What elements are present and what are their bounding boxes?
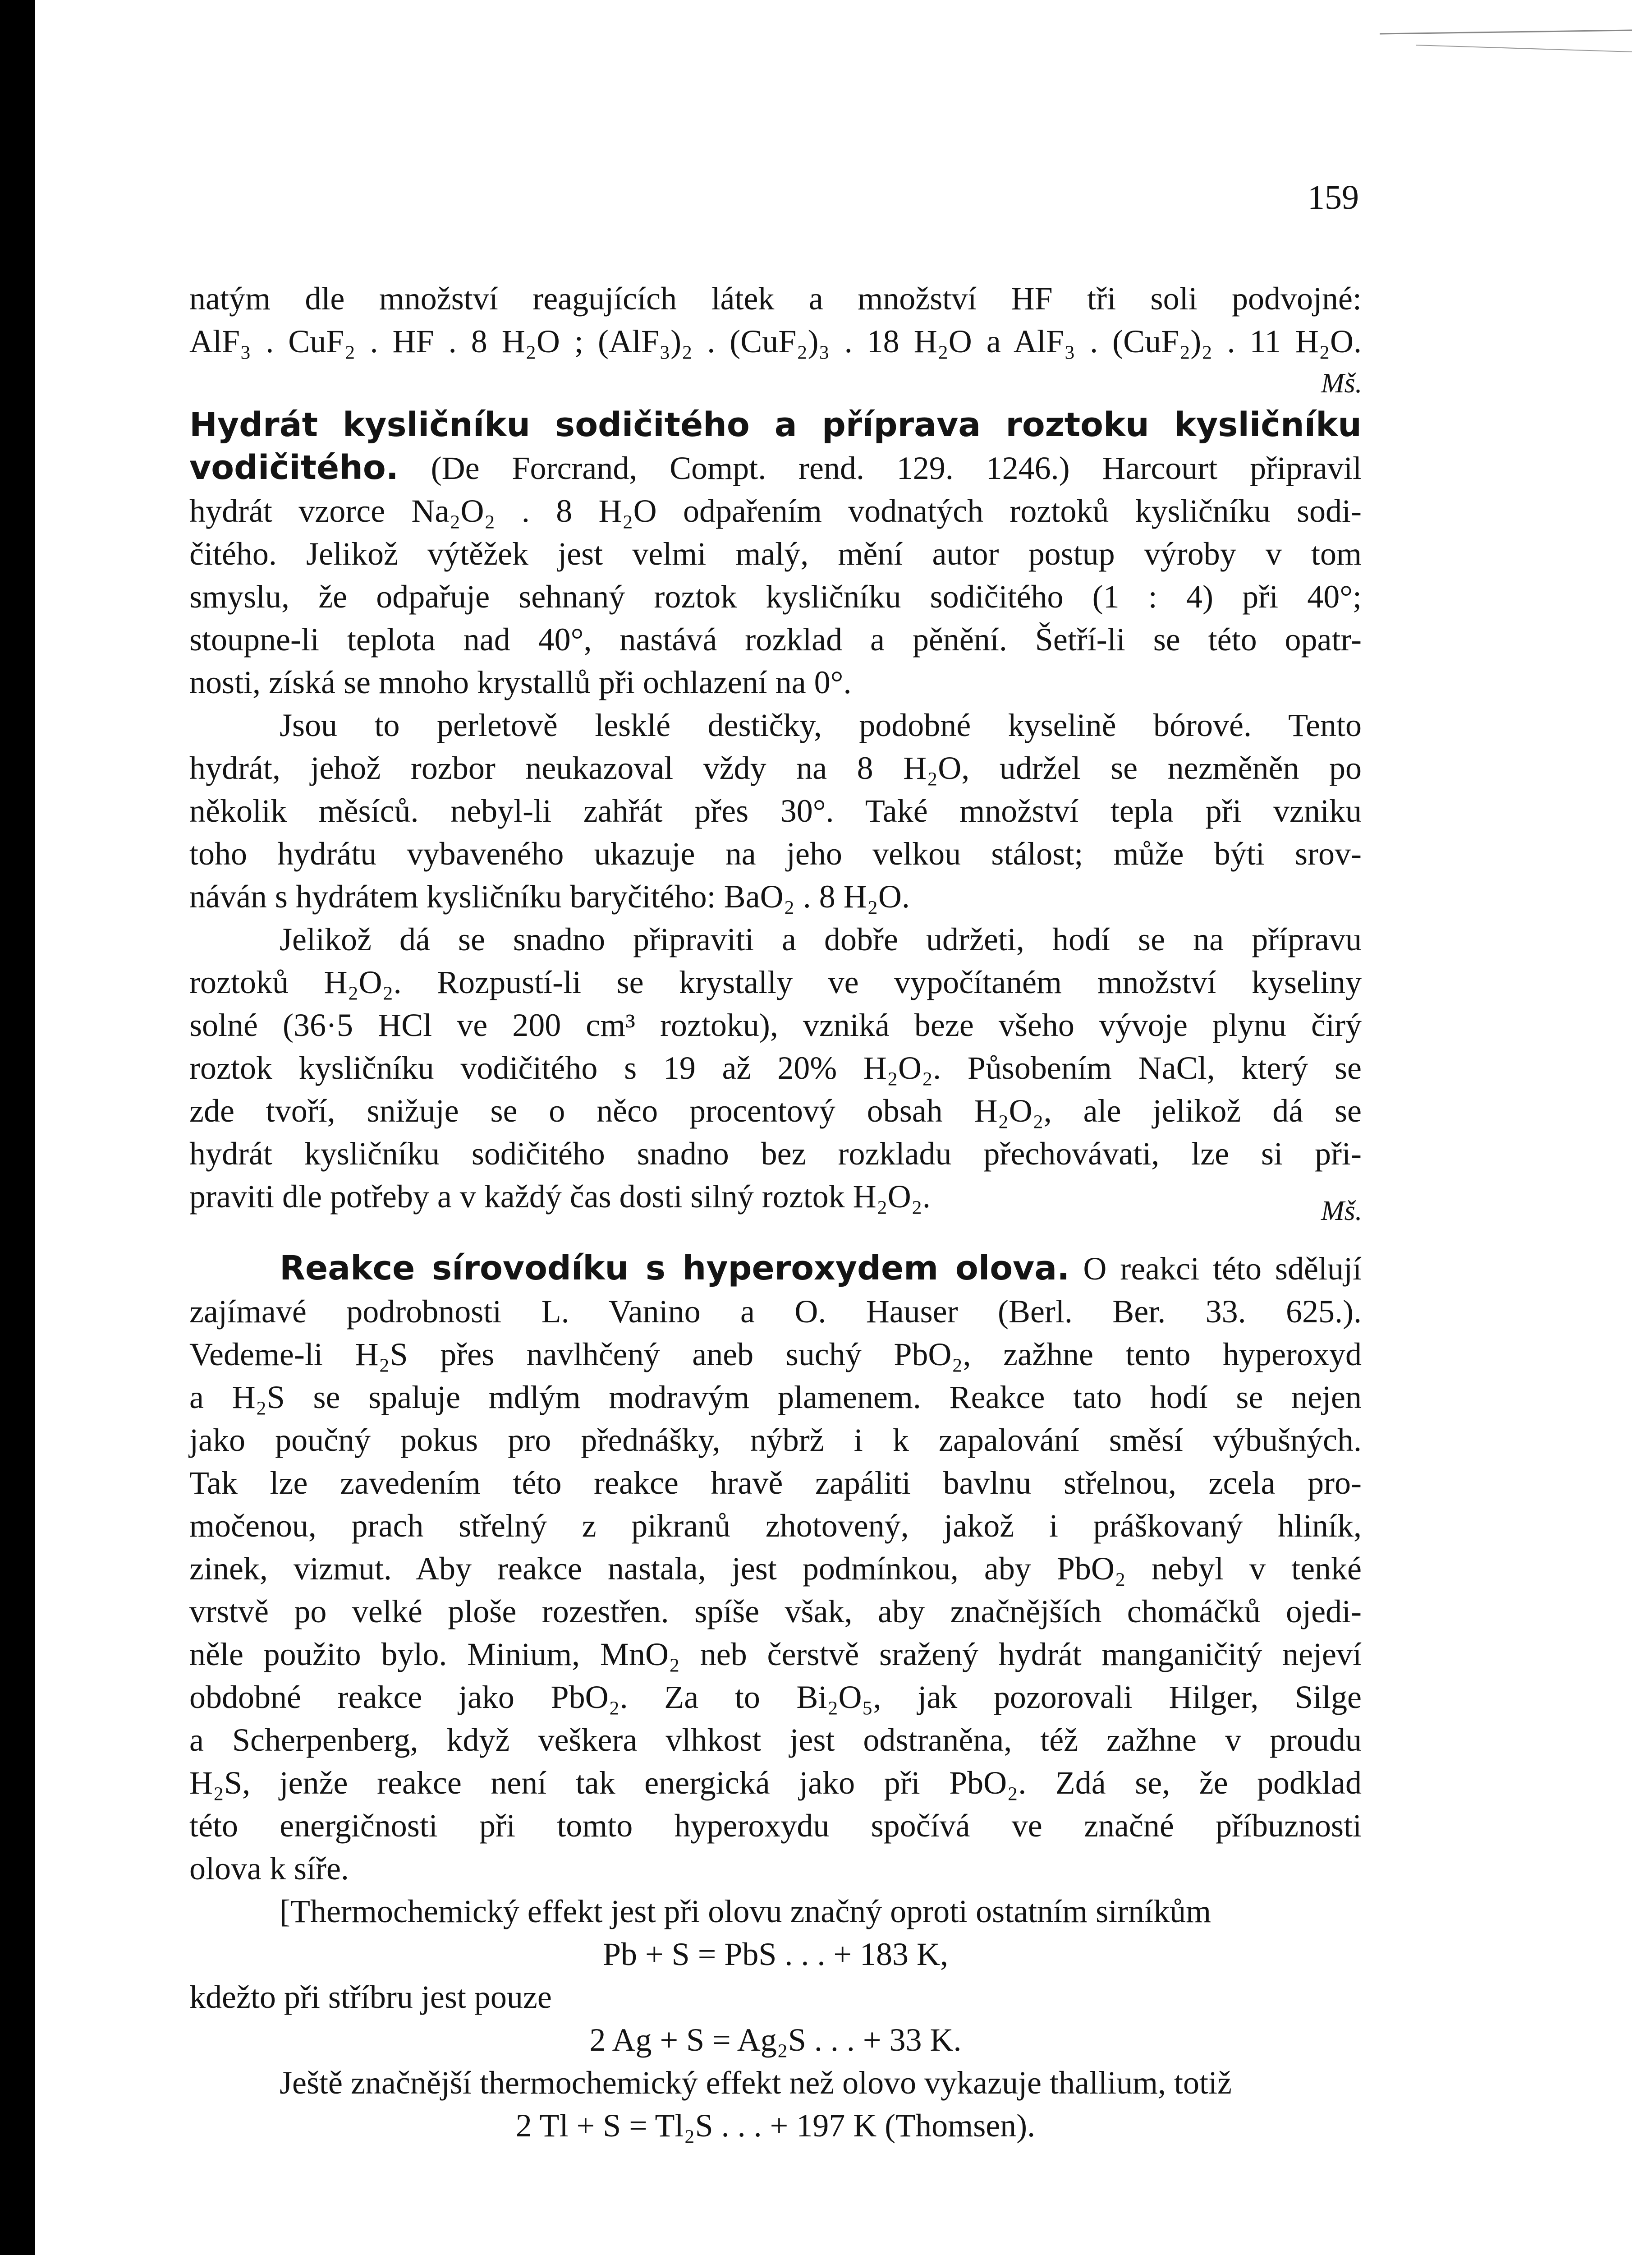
intro-block: [189, 277, 1362, 363]
section-2-line: olova k síře.: [189, 1850, 349, 1887]
section-2-line: a H₂S se spaluje mdlým modravým plamenem. Reakce tato hodí se nejen: [189, 1379, 1362, 1415]
intro-line-2: AlF₃ . CuF₂ . HF . 8 H₂O ; (AlF₃)₂ . (CuF₂)₃ . 18 H₂O a AlF₃ . (CuF₂)₂ . 11 H₂O.: [189, 323, 1362, 359]
section-1-para2-line: hydrát, jehož rozbor neukazoval vždy na 8 H₂O, udržel se nezměněn po: [189, 750, 1362, 786]
section-2-line: této energičnosti při tomto hyperoxydu spočívá ve značné příbuznosti: [189, 1808, 1362, 1844]
section-1-para3-line: hydrát kysličníku sodičitého snadno bez rozkladu přechovávati, lze si při-: [189, 1136, 1362, 1172]
scan-left-border: [0, 0, 35, 2255]
thallium-line: Ještě značnější thermochemický effekt než olovo vykazuje thallium, totiž: [280, 2065, 1232, 2101]
section-1-line: hydrát vzorce Na₂O₂ . 8 H₂O odpařením vodnatých roztoků kysličníku sodi-: [189, 493, 1362, 529]
section-1: [189, 404, 1362, 1218]
section-1-line: stoupne-li teplota nad 40°, nastává rozklad a pěnění. Šetří-li se této opatr-: [189, 621, 1362, 658]
section-2-line: a Scherpenberg, když veškera vlhkost jest odstraněna, též zažhne v proudu: [189, 1722, 1362, 1758]
section-1-para2-line: několik měsíců. nebyl-li zahřát přes 30°. Také množství tepla při vzniku: [189, 793, 1362, 829]
section-1-para3-line: zde tvoří, snižuje se o něco procentový obsah H₂O₂, ale jelikož dá se: [189, 1093, 1362, 1129]
equation-thallium: 2 Tl + S = Tl₂S . . . + 197 K (Thomsen).: [515, 2108, 1036, 2144]
section-2-line: jako poučný pokus pro přednášky, nýbrž i k zapalování směsí výbušných.: [189, 1422, 1362, 1458]
section-1-para3-line: Jelikož dá se snadno připraviti a dobře udržeti, hodí se na přípravu: [280, 921, 1362, 957]
equation-silver: 2 Ag + S = Ag₂S . . . + 33 K.: [589, 2022, 962, 2058]
section-2-heading: Reakce sírovodíku s hyperoxydem olova.: [280, 1249, 1070, 1288]
section-2-line: H₂S, jenže reakce není tak energická jako při PbO₂. Zdá se, že podklad: [189, 1765, 1362, 1801]
section-2-line: močenou, prach střelný z pikranů zhotovený, jakož i práškovaný hliník,: [189, 1508, 1362, 1544]
intro-line-1: natým dle množství reagujících látek a množství HF tři soli podvojné:: [189, 281, 1362, 317]
section-1-para3-line: praviti dle potřeby a v každý čas dosti silný roztok H₂O₂.: [189, 1178, 931, 1215]
section-2-line: zajímavé podrobnosti L. Vanino a O. Hauser (Berl. Ber. 33. 625.).: [189, 1293, 1362, 1330]
section-1-heading-line-2: [189, 446, 1362, 490]
section-1-para3-line: roztok kysličníku vodičitého s 19 až 20% H₂O₂. Působením NaCl, který se: [189, 1050, 1362, 1086]
section-2-heading-line: [189, 1247, 1362, 1290]
equation-lead: Pb + S = PbS . . . + 183 K,: [603, 1936, 948, 1972]
section-2-heading-rest: O reakci této sdělují: [1083, 1251, 1362, 1287]
section-2-line: zinek, vizmut. Aby reakce nastala, jest podmínkou, aby PbO₂ nebyl v tenké: [189, 1551, 1362, 1587]
section-1-para2-line: náván s hydrátem kysličníku baryčitého: BaO₂ . 8 H₂O.: [189, 879, 910, 915]
section-1-heading-line-1: Hydrát kysličníku sodičitého a příprava roztoku kysličníku: [189, 405, 1362, 444]
signature-1: Mš.: [1321, 368, 1363, 399]
section-1-line: nosti, získá se mnoho krystallů při ochlazení na 0°.: [189, 664, 852, 700]
section-1-para3-line: solné (36·5 HCl ve 200 cm³ roztoku), vzniká beze všeho vývoje plynu čirý: [189, 1007, 1362, 1043]
scan-corner-mark: [1380, 20, 1632, 56]
silver-line: kdežto při stříbru jest pouze: [189, 1979, 552, 2015]
section-2-line: Tak lze zavedením této reakce hravě zapáliti bavlnu střelnou, zcela pro-: [189, 1465, 1362, 1501]
section-2: [189, 1247, 1362, 2147]
section-1-para3-line: roztoků H₂O₂. Rozpustí-li se krystally ve vypočítaném množství kyseliny: [189, 964, 1362, 1000]
section-1-heading-tail: vodičitého.: [189, 448, 399, 487]
section-1-para2-line: Jsou to perletově lesklé destičky, podobné kyselině bórové. Tento: [280, 707, 1362, 743]
section-2-line: vrstvě po velké ploše rozestřen. spíše však, aby značnějších chomáčků ojedi-: [189, 1593, 1362, 1629]
section-1-para2-line: toho hydrátu vybaveného ukazuje na jeho velkou stálost; může býti srov-: [189, 836, 1362, 872]
section-1-reference: (De Forcrand, Compt. rend. 129. 1246.) Harcourt připravil: [431, 450, 1362, 486]
signature-2: Mš.: [1321, 1196, 1363, 1226]
section-2-line: Vedeme-li H₂S přes navlhčený aneb suchý PbO₂, zažhne tento hyperoxyd: [189, 1336, 1362, 1372]
page-number: 159: [1308, 179, 1359, 216]
section-2-line: obdobné reakce jako PbO₂. Za to Bi₂O₅, jak pozorovali Hilger, Silge: [189, 1679, 1362, 1715]
section-1-line: smyslu, že odpařuje sehnaný roztok kysličníku sodičitého (1 : 4) při 40°;: [189, 579, 1362, 615]
section-2-line: něle použito bylo. Minium, MnO₂ neb čerstvě sražený hydrát manganičitý nejeví: [189, 1636, 1362, 1672]
thermo-line: [Thermochemický effekt jest při olovu značný oproti ostatním sirníkům: [280, 1893, 1211, 1929]
section-1-line: čitého. Jelikož výtěžek jest velmi malý, mění autor postup výroby v tom: [189, 536, 1362, 572]
